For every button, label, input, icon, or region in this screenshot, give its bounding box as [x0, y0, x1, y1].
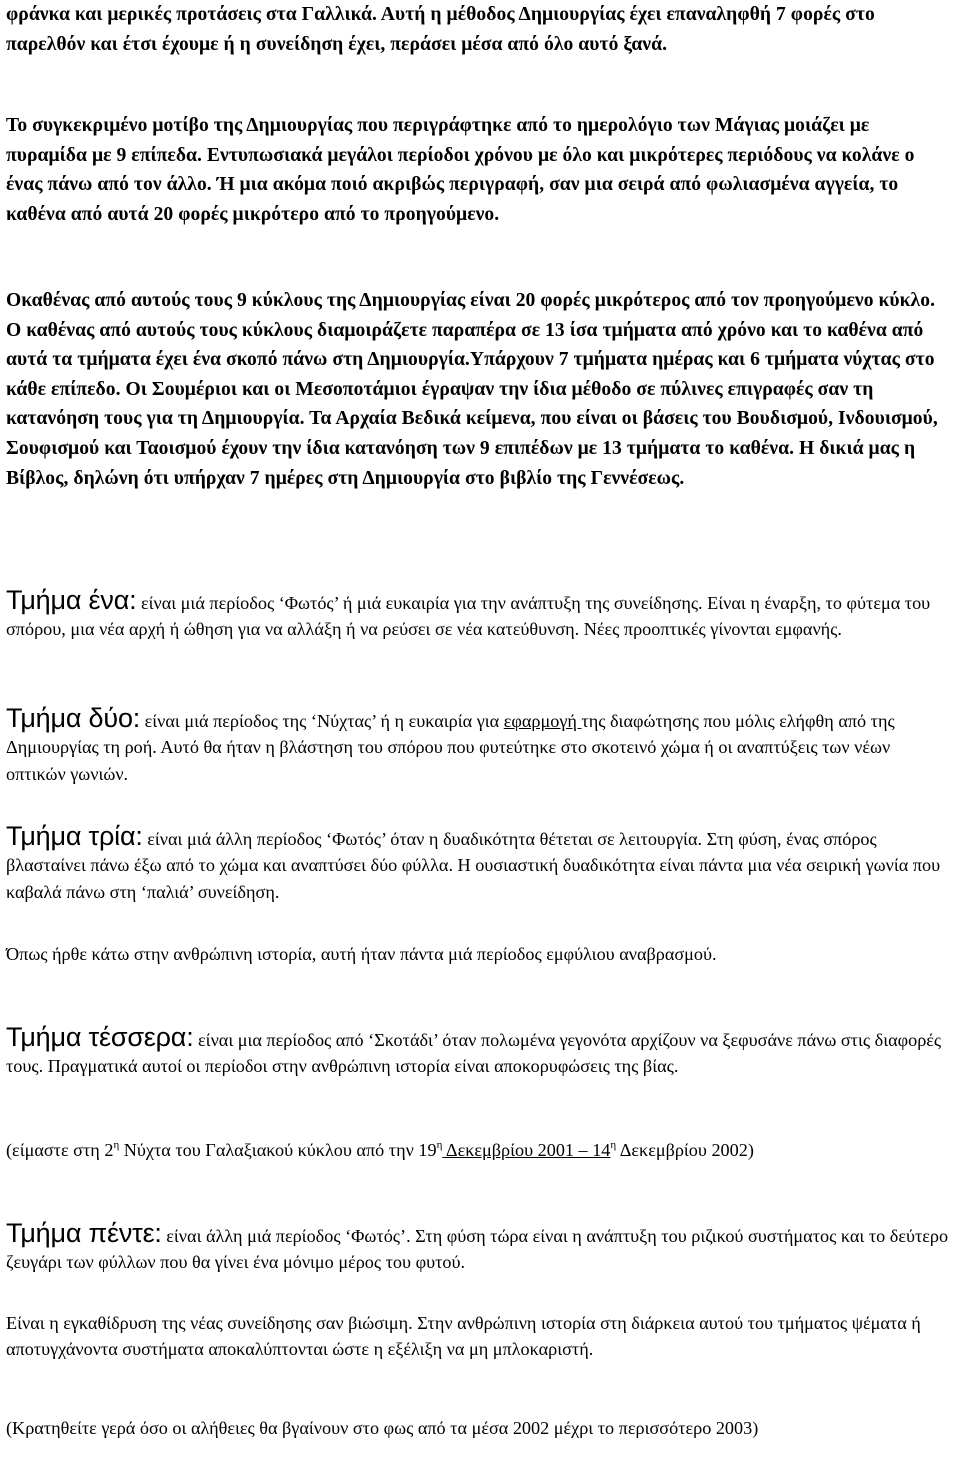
section-five-text: είναι άλλη μιά περίοδος ‘Φωτός’. Στη φύση τώρα είναι η ανάπτυξη του ριζικού συστήματος και το δεύτερο ζευγάρι των φύλλων που θα γίνει ένα μόνιμο μέρος του φυτού. — [6, 1226, 949, 1273]
galactic-night-note — [6, 1137, 754, 1163]
section-two-text-b: της διαφώτησης που μόλις ελήφθη από της Δημιουργίας τη ροή. Αυτό θα ήταν η βλάστηση του σπόρου που φυτεύτηκε στο σκοτεινό χώμα ή οι αναπτύξεις των νέων οπτικών γωνιών. — [6, 711, 895, 784]
note-text-part: (είμαστε στη 2 — [6, 1140, 114, 1160]
section-four — [6, 1024, 952, 1080]
intro-paragraph-1: φράνκα και μερικές προτάσεις στα Γαλλικά. Αυτή η μέθοδος Δημιουργίας έχει επαναληφθή 7 φορές στο παρελθόν και έτσι έχουμε ή η συνείδηση έχει, περάσει μέσα από όλο αυτό ξανά. — [6, 4, 875, 55]
section-three-text: είναι μιά άλλη περίοδος ‘Φωτός’ όταν η δυαδικότητα θέτεται σε λειτουργία. Στη φύση, ένας σπόρος βλασταίνει πάνω έξω από το χώμα και αναπτύσει δύο φύλλα. Η ουσιαστική δυαδικότητα είναι πάντα μια νέα σειρική γωνία που καβαλά πάνω στη ‘παλιά’ συνείδηση. — [6, 829, 941, 902]
section-five-heading: Τμήμα πέντε: — [6, 1218, 162, 1248]
closing-note: (Κρατηθείτε γερά όσο οι αλήθειες θα βγαίνουν στο φως από τα μέσα 2002 μέχρι το περισσότερο 2003) — [6, 1418, 759, 1438]
section-two-underlined-word: εφαρμογή — [503, 711, 582, 731]
note-text-part: Δεκεμβρίου 2001 – 14 — [442, 1140, 611, 1160]
history-note: Όπως ήρθε κάτω στην ανθρώπινη ιστορία, αυτή ήταν πάντα μιά περίοδος εμφύλιου αναβρασμού. — [6, 944, 717, 964]
section-three-heading: Τμήμα τρία: — [6, 821, 143, 851]
superscript: η — [610, 1139, 617, 1151]
intro-paragraph-3: Οκαθένας από αυτούς τους 9 κύκλους της Δημιουργίας είναι 20 φορές μικρότερος από τον προηγούμενο κύκλο. Ο καθένας από αυτούς τους κύκλους διαμοιράζετε παραπέρα σε 13 ίσα τμήματα από χρόνο και το καθένα από αυτά τα τμήματα έχει ένα σκοπό πάνω στη Δημιουργία.Υπάρχουν 7 τμήματα ημέρας και 6 τμήματα νύχτας στο κάθε επίπεδο. Οι Σουμέριοι και οι Μεσοποτάμιοι έγραψαν την ίδια μέθοδο σε πύλινες επιγραφές σαν τη κατανόηση τους για τη Δημιουργία. Τα Αρχαία Βεδικά κείμενα, που είναι οι βάσεις του Βουδισμού, Ινδουισμού, Σουφισμού και Ταοισμού έχουν την ίδια κατανόηση των 9 επιπέδων με 13 τμήματα το καθένα. Η δικιά μας η Βίβλος, δηλώνη ότι υπήρχαν 7 ημέρες στη Δημιουργία στο βιβλίο της Γεννέσεως. — [6, 290, 938, 489]
section-one-text: είναι μιά περίοδος ‘Φωτός’ ή μιά ευκαιρία για την ανάπτυξη της συνείδησης. Είναι η έναρξη, το φύτεμα του σπόρου, μια νέα αρχή ή ώθηση για να αλλάξη ή να ρεύσει σε νέα κατεύθυνση. Νέες προοπτικές γίνονται εμφανής. — [6, 593, 931, 640]
superscript: η — [436, 1139, 443, 1151]
section-one-heading: Τμήμα ένα: — [6, 585, 137, 615]
superscript: η — [113, 1139, 120, 1151]
section-three — [6, 823, 952, 905]
note-text-part: Νύχτα του Γαλαξιακού κύκλου από την 19 — [119, 1140, 437, 1160]
section-two-heading: Τμήμα δύο: — [6, 703, 141, 733]
intro-paragraph-2: Το συγκεκριμένο μοτίβο της Δημιουργίας που περιγράφτηκε από το ημερολόγιο των Μάγιας μοιάζει με πυραμίδα με 9 επίπεδα. Εντυπωσιακά μεγάλοι περίοδοι χρόνου με όλο και μικρότερες περιόδους να κολάνε ο ένας πάνω από τον άλλο. Ή μια ακόμα ποιό ακριβώς περιγραφή, σαν μια σειρά από φωλιασμένα αγγεία, το καθένα από αυτά 20 φορές μικρότερο από το προηγούμενο. — [6, 115, 915, 225]
section-four-heading: Τμήμα τέσσερα: — [6, 1022, 194, 1052]
section-one — [6, 587, 952, 643]
note-text-part: Δεκεμβρίου 2002) — [616, 1140, 754, 1160]
establishment-paragraph: Είναι η εγκαθίδρυση της νέας συνείδησης σαν βιώσιμη. Στην ανθρώπινη ιστορία στη διάρκεια αυτού του τμήματος ψέματα ή αποτυγχάνοντα συστήματα αποκαλύπτονται ώστε η εξέλιξη να μη μπλοκαριστή. — [6, 1313, 921, 1360]
section-five — [6, 1220, 952, 1276]
section-four-text: είναι μια περίοδος από ‘Σκοτάδι’ όταν πολωμένα γεγονότα αρχίζουν να ξεφυσάνε πάνω στις διαφορές τους. Πραγματικά αυτοί οι περίοδοι στην ανθρώπινη ιστορία είναι αποκορυφώσεις της βίας. — [6, 1030, 942, 1077]
section-two — [6, 705, 952, 787]
section-two-text-a: είναι μιά περίοδος της ‘Νύχτας’ ή η ευκαιρία για — [140, 711, 504, 731]
